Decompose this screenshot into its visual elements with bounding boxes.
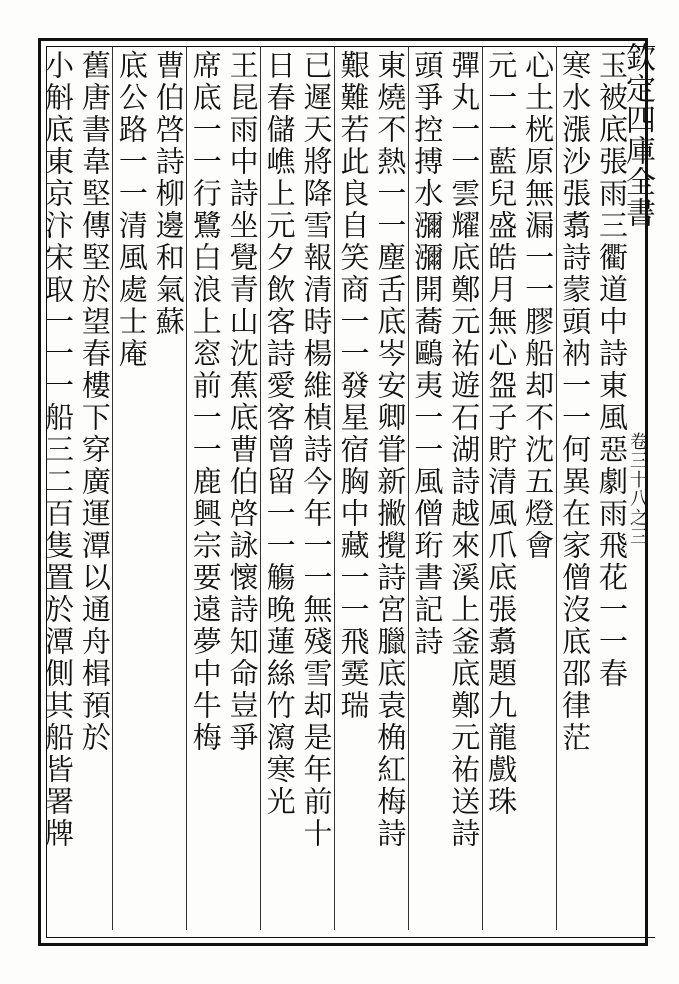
text-column: 小斛底東京汴宋取一一一船三二百隻置於潭側其船皆署牌: [41, 50, 75, 850]
book-title: 欽定四庫全書: [620, 42, 655, 228]
text-column: 頭爭控搏水瀰瀰開蕎鷗夷一一風僧珩書記詩: [410, 50, 445, 658]
text-column: 玉被底張雨三衢道中詩東風惡劇雨飛花一一春: [595, 50, 629, 690]
text-column: 東燒不熱一一塵舌底岑安卿甞新撇攪詩宮臘底袁桷紅梅詩: [373, 50, 408, 850]
text-column: 席底一一行鷺白浪上窓前一一鹿興宗要遠夢中牛梅: [188, 50, 223, 754]
text-column: 彈丸一一雲耀底鄭元祐遊石湖詩越來溪上釜底鄭元祐送詩: [447, 50, 482, 850]
text-column: 王昆雨中詩坐覺青山沈蕉底曹伯啓詠懷詩知命豈爭: [225, 50, 260, 754]
text-column: 日春儲嶕上元夕飲客詩愛客曾留一一觴晚蓮絲竹瀉寒光: [262, 50, 297, 818]
text-column: 寒水漲沙張翥詩蒙頭衲一一何異在家僧沒底邵律茫: [558, 50, 593, 754]
text-column: 元一一藍兒盛皓月無心盌子貯清風爪底張翥題九龍戲珠: [484, 50, 519, 818]
text-column: 心土桄原無漏一一膠船却不沈五燈會: [521, 50, 556, 562]
text-column: 舊唐書韋堅傳堅於望春樓下穿廣運潭以通舟楫預於: [77, 50, 112, 754]
text-column: 曹伯啓詩柳邊和氣蘇: [151, 50, 186, 338]
text-column: 已遲天將降雪報清時楊維楨詩今年一一無殘雪却是年前十: [299, 50, 334, 850]
volume-label: 卷三十八之三: [627, 432, 648, 546]
text-column: 底公路一一清風處士庵: [114, 50, 149, 370]
text-column: 艱難若此良自笑商一一發星宿胸中藏一一飛霙瑞: [336, 50, 371, 722]
